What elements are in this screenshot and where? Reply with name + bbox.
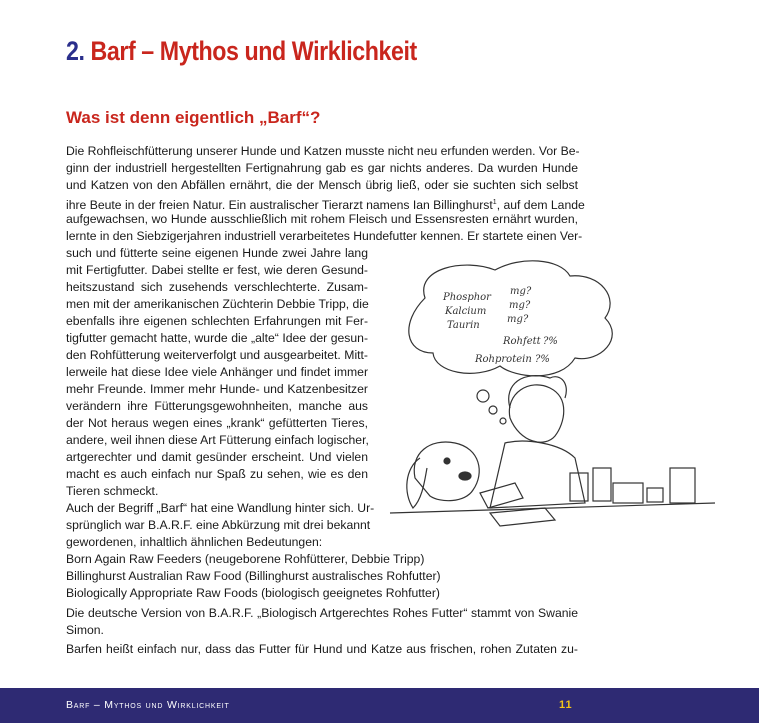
calculator [480, 483, 523, 508]
body-line-text: , auf dem Lande [496, 198, 585, 213]
jar [647, 488, 663, 502]
cartoon-illustration [385, 258, 720, 548]
thought-unit: ?% [543, 336, 558, 347]
body-line: verändern ihre Fütterungsgewohnheiten, manche aus [66, 399, 368, 413]
body-line: Barfen heißt einfach nur, dass das Futter für Hund und Katze aus frischen, rohen Zutaten zu- [66, 642, 578, 656]
chapter-title [66, 36, 417, 67]
thought-line: Rohfett [503, 336, 541, 347]
thought-dot [477, 390, 489, 402]
body-line: andere, weil ihnen diese Art Fütterung einfach logischer, [66, 433, 369, 447]
section-heading: Was ist denn eigentlich „Barf“? [66, 108, 321, 127]
list-item: Biologically Appropriate Raw Foods (biologisch geeignetes Rohfutter) [66, 586, 440, 600]
dog-head [414, 442, 479, 501]
body-line: men mit der amerikanischen Züchterin Debbie Tripp, die [66, 297, 369, 311]
body-line: Tieren schmeckt. [66, 484, 159, 498]
body-line: sprünglich war B.A.R.F. eine Abkürzung mit drei bekannt [66, 518, 371, 532]
box [613, 483, 643, 503]
thought-line: Taurin [447, 320, 480, 331]
thought-unit: mg? [509, 300, 531, 311]
thought-line: Kalcium [445, 306, 487, 317]
list-item: Billinghurst Australian Raw Food (Billinghurst australisches Rohfutter) [66, 569, 441, 583]
thought-line: Rohprotein [475, 354, 532, 365]
body-line: gewordenen, inhaltlich ähnlichen Bedeutungen: [66, 535, 323, 549]
body-line: Die Rohfleischfütterung unserer Hunde und Katzen musste nicht neu erfunden werden. Vor Be- [66, 144, 580, 158]
footnote-marker: 1 [492, 199, 497, 206]
body-line: mit Fertigfutter. Dabei stellte er fest, wie deren Gesund- [66, 263, 368, 277]
dog-nose [459, 472, 471, 480]
package [670, 468, 695, 503]
paper [490, 508, 555, 526]
dog-eye [444, 458, 450, 464]
chapter-number: 2. [66, 36, 85, 66]
thought-dot [500, 418, 506, 424]
person-head [509, 385, 563, 442]
footer-title: Barf – Mythos und Wirklichkeit [66, 699, 230, 711]
body-line: Simon. [66, 623, 104, 637]
thought-unit: mg? [507, 314, 529, 325]
body-line: der Not heraus wegen eines „krank“ gefütterten Tieres, [66, 416, 368, 430]
page-footer [0, 688, 759, 723]
body-line: Die deutsche Version von B.A.R.F. „Biologisch Artgerechtes Rohes Futter“ stammt von Swanie [66, 606, 578, 620]
body-line: heitszustand sich zusehends verschlechterte. Zusam- [66, 280, 368, 294]
jar [593, 468, 611, 501]
body-line: und Katzen von den Abfällen ernährt, die der Mensch übrig ließ, oder sie suchten sich selbst [66, 178, 578, 192]
body-line: lernte in den Siebzigerjahren industriell verarbeitetes Hundefutter kennen. Er startete einen Ver- [66, 229, 583, 243]
body-line: Auch der Begriff „Barf“ hat eine Wandlung hinter sich. Ur- [66, 501, 375, 515]
list-item: Born Again Raw Feeders (neugeborene Rohfütterer, Debbie Tripp) [66, 552, 425, 566]
page-number: 11 [559, 699, 573, 711]
body-line: tigfutter gemacht hatte, wurde die „alte“ Idee der gesun- [66, 331, 368, 345]
body-line: lerweile hat diese Idee viele Anhänger und findet immer [66, 365, 368, 379]
thought-unit: mg? [510, 286, 532, 297]
thought-dot [489, 406, 497, 414]
body-line-text: ihre Beute in der freien Natur. Ein australischer Tierarzt namens Ian Billinghurst [66, 198, 493, 213]
body-line: such und fütterte seine eigenen Hunde zwei Jahre lang [66, 246, 368, 260]
body-line: mehr Freunde. Immer mehr Hunde- und Katzenbesitzer [66, 382, 368, 396]
body-line: ebenfalls ihre eigenen schlechten Erfahrungen mit Fer- [66, 314, 368, 328]
body-line: macht es auch einfach nur Spaß zu sehen, wie es den [66, 467, 368, 481]
thought-line: Phosphor [443, 292, 491, 303]
dog-ear [407, 458, 427, 508]
person-body [490, 441, 585, 508]
chapter-title-text: Barf – Mythos und Wirklichkeit [90, 36, 417, 66]
thought-unit: ?% [535, 354, 550, 365]
body-line: aufgewachsen, wo Hunde ausschließlich mit rohem Fleisch und Essensresten ernährt wurden, [66, 212, 578, 226]
body-line: den Rohfütterung weiterverfolgt und ausgearbeitet. Mitt- [66, 348, 368, 362]
body-line: ginn der industriell hergestellten Fertignahrung gab es gar nichts anderes. Da wurden Hunde [66, 161, 578, 175]
body-line: artgerechter und damit gesünder erscheint. Und vielen [66, 450, 368, 464]
